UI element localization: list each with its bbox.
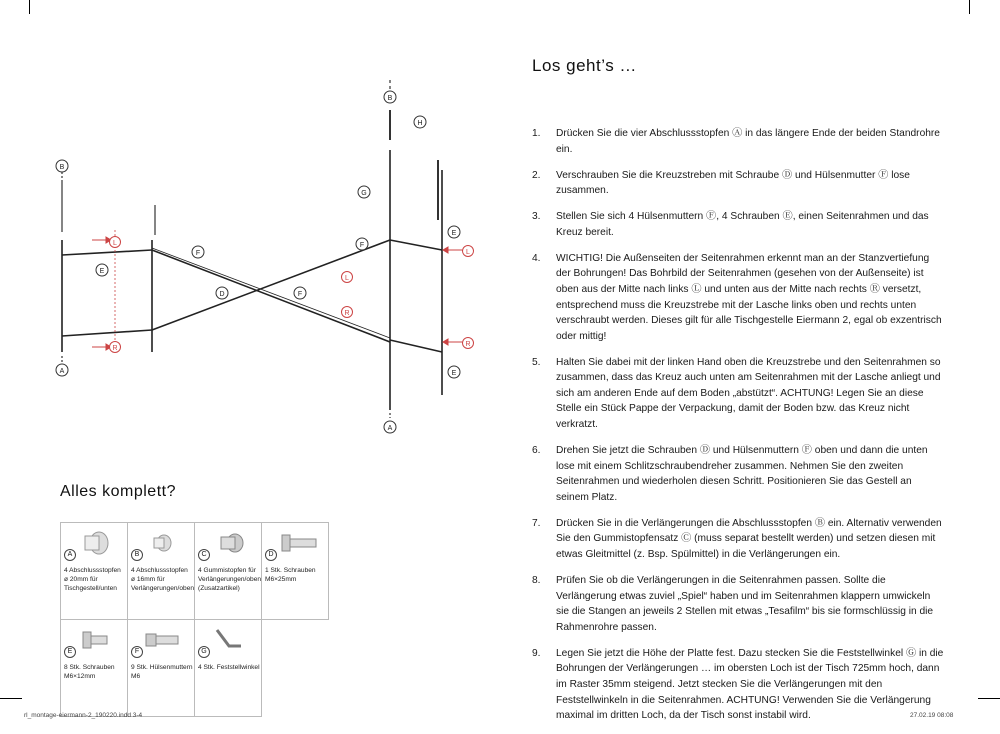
step-number: 1.	[532, 128, 541, 139]
empty-cell	[262, 620, 329, 717]
step-text: Verschrauben Sie die Kreuzstreben mit Schraube Ⓓ und Hülsenmutter Ⓕ lose zusammen.	[556, 169, 910, 197]
diagram-label-f: F	[359, 242, 365, 249]
part-description: 1 Stk. Schrauben M6×25mm	[265, 567, 316, 583]
diagram-label-a: A	[59, 368, 65, 375]
diagram-label-l: L	[345, 275, 349, 282]
part-cell	[128, 523, 195, 620]
part-description: 4 Abschlussstopfen ø 20mm für Tischgestell/unten	[64, 567, 121, 592]
part-letter: E	[64, 646, 76, 658]
instruction-step	[532, 355, 944, 433]
part-description: 4 Stk. Feststellwinkel	[198, 664, 260, 671]
step-number: 4.	[532, 252, 541, 264]
diagram-label-l: L	[466, 249, 470, 256]
diagram-label-e: E	[99, 268, 105, 275]
step-text: WICHTIG! Die Außenseiten der Seitenrahmen erkennt man an der Stanzvertiefung der Bohrungen! Das Bohrbild der Seitenrahmen (gesehen von der Außenseite) ist oben aus der Mitte nach links Ⓛ und unten aus der Mitte nach rechts Ⓡ versetzt, entsprechend muss die Kreuzstrebe mit der Lasche links oben und rechts unten verschraubt werden. Dieses gilt für alle Tischgestelle Eiermann 2, egal ob exzentrisch oder mittig!	[556, 252, 942, 342]
crop-mark	[0, 698, 22, 699]
step-number: 8.	[532, 574, 541, 586]
step-text: Legen Sie jetzt die Höhe der Platte fest. Dazu stecken Sie die Feststellwinkel Ⓖ in die Bohrungen der Verlängerungen … im obersten Loch ist der Tisch 725mm hoch, dann im Raster 35mm steigend. Jetzt stecken Sie die Verlängerungen mit den Feststellwinkeln in die Seitenrahmen. ACHTUNG! Verwenden Sie die Verlängerung maximal im dritten Loch, da der Tisch sonst instabil wird.	[556, 647, 944, 722]
diagram-label-r: R	[112, 345, 118, 352]
page-title: Los geht’s …	[532, 56, 637, 75]
parts-table	[60, 522, 329, 717]
parts-heading: Alles komplett?	[60, 483, 176, 500]
crop-mark	[29, 0, 30, 14]
diagram-label-f: F	[297, 291, 303, 298]
step-number: 2.	[532, 169, 541, 181]
diagram-label-l: L	[113, 240, 117, 247]
step-text: Stellen Sie sich 4 Hülsenmuttern Ⓕ, 4 Schrauben Ⓔ, einen Seitenrahmen und das Kreuz bereit.	[556, 211, 929, 238]
instruction-step	[532, 646, 944, 724]
step-text: Halten Sie dabei mit der linken Hand oben die Kreuzstrebe und den Seitenrahmen so zusammen, dass das Kreuz auch unten am Seitenrahmen mit der Lasche anliegt und sich am anderen Ende auf dem Boden „abstützt“. ACHTUNG! Legen Sie an diese Stelle ein Stück Pappe der Verpackung, damit der Boden bzw. das Kreuz nicht verkratzt.	[556, 356, 941, 431]
instruction-step	[532, 443, 944, 505]
part-cell	[61, 620, 128, 717]
part-description: 8 Stk. Schrauben M6×12mm	[64, 664, 115, 680]
diagram-label-f: F	[195, 250, 201, 257]
right-page	[500, 0, 1000, 725]
part-letter: D	[265, 549, 277, 561]
instruction-step	[532, 168, 944, 199]
diagram-label-d: D	[219, 291, 225, 298]
step-number: 9.	[532, 647, 541, 659]
diagram-label-b: B	[59, 164, 65, 171]
instruction-step	[532, 209, 944, 240]
crop-mark	[978, 698, 1000, 699]
step-number: 6.	[532, 445, 541, 457]
diagram-label-r: R	[465, 341, 471, 348]
instruction-step	[532, 126, 944, 157]
diagram-label-g: G	[361, 190, 367, 197]
step-number: 5.	[532, 356, 541, 368]
diagram-label-h: H	[417, 120, 423, 127]
part-letter: G	[198, 646, 210, 658]
part-cell	[61, 523, 128, 620]
diagram-label-a: A	[387, 425, 393, 432]
part-cell	[195, 523, 262, 620]
part-letter: F	[131, 646, 143, 658]
instruction-step	[532, 251, 944, 345]
part-cell	[128, 620, 195, 717]
date-footer: 27.02.19 08:08	[910, 712, 954, 719]
instruction-step	[532, 516, 944, 563]
step-text: Drücken Sie in die Verlängerungen die Abschlussstopfen Ⓑ ein. Alternativ verwenden Sie den Gummistopfensatz Ⓒ (muss separat bestellt werden) und setzen diesen mit etwas Gleitmittel (z. Bsp. Spülmittel) in die Verlängerungen ein.	[556, 517, 942, 560]
part-description: 4 Abschlussstopfen ø 16mm für Verlängerungen/oben	[131, 567, 195, 592]
instruction-step	[532, 573, 944, 635]
diagram-label-e: E	[451, 230, 457, 237]
assembly-diagram	[40, 80, 480, 440]
part-letter: A	[64, 549, 76, 561]
step-text: Drücken Sie die vier Abschlussstopfen Ⓐ in das längere Ende der beiden Standrohre ein.	[556, 128, 940, 155]
part-description: 9 Stk. Hülsenmuttern M6	[131, 664, 193, 680]
part-letter: B	[131, 549, 143, 561]
part-cell	[195, 620, 262, 717]
part-letter: C	[198, 549, 210, 561]
instruction-list	[532, 126, 944, 734]
crop-mark	[969, 0, 970, 14]
file-footer: rl_montage-eiermann-2_190220.indd 3-4	[24, 712, 143, 719]
step-number: 7.	[532, 517, 541, 529]
step-text: Drehen Sie jetzt die Schrauben Ⓓ und Hülsenmuttern Ⓕ oben und dann die unten lose mit einem Schlitzschraubendreher zusammen. Nehmen Sie den zweiten Seitenrahmen und wiederholen diesen Schritt. Positionieren Sie das Gestell an seinem Platz.	[556, 445, 928, 503]
part-description: 4 Gummistopfen für Verlängerungen/oben (Zusatzartikel)	[198, 567, 262, 592]
diagram-label-b: B	[387, 95, 393, 102]
part-cell	[262, 523, 329, 620]
step-number: 3.	[532, 211, 541, 223]
step-text: Prüfen Sie ob die Verlängerungen in die Seitenrahmen passen. Sollte die Verlängerung etwas zuviel „Spiel“ haben und im Seitenrahmen klappern umwickeln sie die Stangen an jeweils 2 Stellen mit etwas „Tesafilm“ bis sie formschlüssig in die Rahmenrohre passen.	[556, 574, 934, 633]
left-page	[0, 0, 500, 725]
diagram-label-e: E	[451, 370, 457, 377]
diagram-label-r: R	[344, 310, 350, 317]
